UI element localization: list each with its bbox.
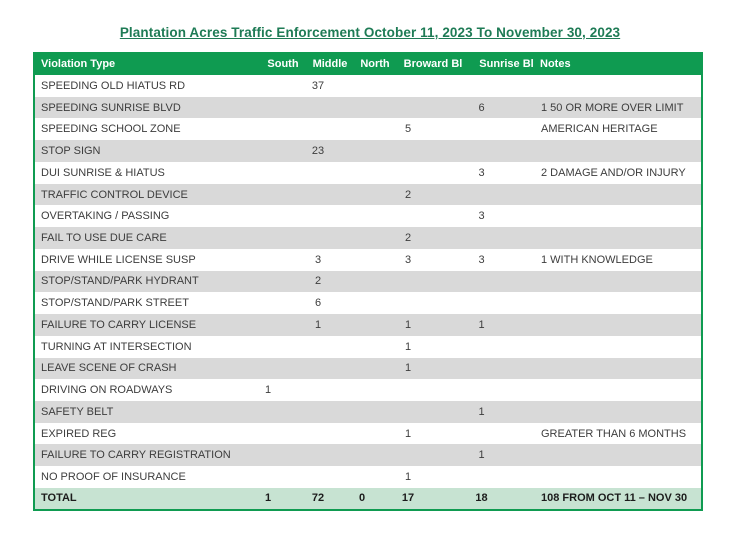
sunrise-cell: 1 (478, 405, 485, 418)
south-cell (240, 314, 296, 336)
sunrise-cell (432, 75, 531, 97)
sunrise-cell: 1 (478, 449, 485, 462)
sunrise-cell (432, 140, 531, 162)
middle-cell (296, 184, 340, 206)
south-cell (240, 75, 296, 97)
header-row (35, 52, 701, 75)
south-cell (240, 401, 296, 423)
notes-cell: GREATER THAN 6 MONTHS (541, 427, 687, 440)
violation-cell: SPEEDING SCHOOL ZONE (41, 123, 181, 136)
sunrise-cell (432, 358, 531, 380)
middle-cell: 6 (314, 297, 322, 310)
sunrise-cell (432, 227, 531, 249)
south-cell (240, 336, 296, 358)
broward-cell: 2 (404, 232, 412, 244)
column-header-south: South (267, 57, 299, 70)
middle-cell (296, 97, 340, 119)
table-row (35, 358, 701, 380)
north-cell (340, 184, 384, 206)
south-cell (240, 292, 296, 314)
violation-cell: STOP/STAND/PARK HYDRANT (41, 275, 199, 288)
page-title: Plantation Acres Traffic Enforcement October 11, 2023 To November 30, 2023 (119, 25, 621, 40)
violation-cell: SAFETY BELT (41, 405, 114, 418)
sunrise-cell (432, 118, 531, 140)
notes-cell (531, 444, 701, 466)
table-row (35, 249, 701, 271)
sunrise-cell: 3 (478, 210, 485, 223)
middle-cell: 2 (314, 275, 322, 288)
south-cell: 1 (264, 384, 272, 397)
notes-cell: 2 DAMAGE AND/OR INJURY (541, 166, 686, 179)
notes-cell (531, 336, 701, 358)
table-row (35, 379, 701, 401)
column-header-notes: Notes (540, 57, 571, 70)
broward-cell (384, 140, 432, 162)
north-cell (340, 401, 384, 423)
south-cell (240, 444, 296, 466)
total-broward-cell: 17 (401, 492, 415, 505)
sunrise-cell (432, 379, 531, 401)
broward-cell (384, 162, 432, 184)
table-row (35, 184, 701, 206)
sunrise-cell: 3 (478, 166, 485, 179)
north-cell (340, 97, 384, 119)
broward-cell: 1 (404, 318, 412, 331)
sunrise-cell (432, 423, 531, 445)
table-row (35, 118, 701, 140)
middle-cell: 3 (314, 253, 322, 266)
notes-cell (531, 292, 701, 314)
notes-cell (531, 401, 701, 423)
broward-cell (384, 444, 432, 466)
north-cell (340, 249, 384, 271)
table-rows (35, 75, 701, 488)
north-cell (340, 314, 384, 336)
violation-cell: STOP SIGN (41, 145, 101, 158)
middle-cell (296, 205, 340, 227)
table-row (35, 205, 701, 227)
south-cell (240, 466, 296, 488)
total-middle-cell: 72 (311, 492, 325, 505)
broward-cell: 1 (404, 340, 412, 353)
column-header-violation-type: Violation Type (41, 57, 116, 70)
broward-cell: 1 (404, 362, 412, 375)
broward-cell: 1 (404, 471, 412, 484)
middle-cell (296, 401, 340, 423)
column-header-sunrise-bl: Sunrise Bl (479, 57, 534, 70)
violation-cell: FAIL TO USE DUE CARE (41, 232, 167, 244)
sunrise-cell (432, 271, 531, 293)
violation-cell: DRIVING ON ROADWAYS (41, 384, 173, 397)
total-north-cell: 0 (358, 492, 366, 505)
notes-cell: 1 50 OR MORE OVER LIMIT (541, 101, 684, 114)
north-cell (340, 358, 384, 380)
total-notes-cell: 108 FROM OCT 11 – NOV 30 (541, 492, 688, 505)
north-cell (340, 336, 384, 358)
notes-cell (531, 205, 701, 227)
violation-cell: DUI SUNRISE & HIATUS (41, 166, 165, 179)
broward-cell (384, 401, 432, 423)
south-cell (240, 227, 296, 249)
south-cell (240, 162, 296, 184)
north-cell (340, 444, 384, 466)
north-cell (340, 292, 384, 314)
middle-cell (296, 162, 340, 184)
table-row (35, 314, 701, 336)
violation-cell: EXPIRED REG (41, 427, 117, 440)
enforcement-table (33, 52, 703, 511)
violation-cell: TRAFFIC CONTROL DEVICE (41, 188, 188, 201)
middle-cell: 23 (311, 145, 325, 158)
sunrise-cell: 3 (478, 253, 485, 266)
broward-cell: 2 (404, 188, 412, 201)
notes-cell (531, 358, 701, 380)
broward-cell (384, 292, 432, 314)
table-row (35, 423, 701, 445)
south-cell (240, 97, 296, 119)
north-cell (340, 423, 384, 445)
south-cell (240, 423, 296, 445)
table-row (35, 466, 701, 488)
south-cell (240, 184, 296, 206)
total-south-cell: 1 (264, 492, 272, 505)
notes-cell: 1 WITH KNOWLEDGE (541, 253, 653, 266)
south-cell (240, 118, 296, 140)
table-row (35, 401, 701, 423)
south-cell (240, 249, 296, 271)
middle-cell (296, 423, 340, 445)
sunrise-cell: 6 (478, 101, 485, 114)
table-row (35, 162, 701, 184)
sunrise-cell: 1 (478, 318, 485, 331)
middle-cell (296, 227, 340, 249)
violation-cell: STOP/STAND/PARK STREET (41, 297, 189, 310)
notes-cell (531, 314, 701, 336)
table-row (35, 271, 701, 293)
middle-cell: 37 (311, 79, 325, 92)
south-cell (240, 205, 296, 227)
table-row (35, 444, 701, 466)
notes-cell (531, 140, 701, 162)
north-cell (340, 140, 384, 162)
broward-cell (384, 75, 432, 97)
broward-cell (384, 97, 432, 119)
table-row (35, 75, 701, 97)
middle-cell: 1 (314, 318, 322, 331)
violation-cell: LEAVE SCENE OF CRASH (41, 362, 177, 375)
middle-cell (296, 358, 340, 380)
middle-cell (296, 118, 340, 140)
table-row (35, 97, 701, 119)
notes-cell (531, 466, 701, 488)
notes-cell (531, 227, 701, 249)
middle-cell (296, 379, 340, 401)
north-cell (340, 466, 384, 488)
broward-cell (384, 205, 432, 227)
violation-cell: NO PROOF OF INSURANCE (41, 471, 186, 484)
sunrise-cell (432, 336, 531, 358)
broward-cell: 3 (404, 253, 412, 266)
sunrise-cell (432, 292, 531, 314)
column-header-north: North (360, 57, 390, 70)
middle-cell (296, 444, 340, 466)
notes-cell (531, 75, 701, 97)
north-cell (340, 75, 384, 97)
broward-cell: 1 (404, 427, 412, 440)
north-cell (340, 118, 384, 140)
violation-cell: TURNING AT INTERSECTION (41, 340, 192, 353)
sunrise-cell (432, 466, 531, 488)
column-header-broward-bl: Broward Bl (403, 57, 463, 70)
south-cell (240, 271, 296, 293)
sunrise-cell (432, 184, 531, 206)
total-row (35, 488, 701, 509)
total-sunrise-cell: 18 (475, 492, 488, 505)
violation-cell: FAILURE TO CARRY REGISTRATION (41, 449, 231, 462)
broward-cell (384, 271, 432, 293)
north-cell (340, 162, 384, 184)
middle-cell (296, 336, 340, 358)
middle-cell (296, 466, 340, 488)
violation-cell: OVERTAKING / PASSING (41, 210, 170, 223)
table-row (35, 227, 701, 249)
broward-cell: 5 (404, 123, 412, 136)
table-row (35, 336, 701, 358)
column-header-middle: Middle (312, 57, 348, 70)
violation-cell: DRIVE WHILE LICENSE SUSP (41, 253, 196, 266)
broward-cell (384, 379, 432, 401)
north-cell (340, 271, 384, 293)
south-cell (240, 140, 296, 162)
violation-cell: SPEEDING OLD HIATUS RD (41, 79, 186, 92)
notes-cell (531, 271, 701, 293)
violation-cell: FAILURE TO CARRY LICENSE (41, 318, 197, 331)
table-row (35, 140, 701, 162)
total-label-cell: TOTAL (41, 492, 77, 505)
notes-cell (531, 184, 701, 206)
table-row (35, 292, 701, 314)
notes-cell (531, 379, 701, 401)
notes-cell: AMERICAN HERITAGE (541, 123, 658, 136)
north-cell (340, 379, 384, 401)
north-cell (340, 205, 384, 227)
south-cell (240, 358, 296, 380)
violation-cell: SPEEDING SUNRISE BLVD (41, 101, 181, 114)
north-cell (340, 227, 384, 249)
